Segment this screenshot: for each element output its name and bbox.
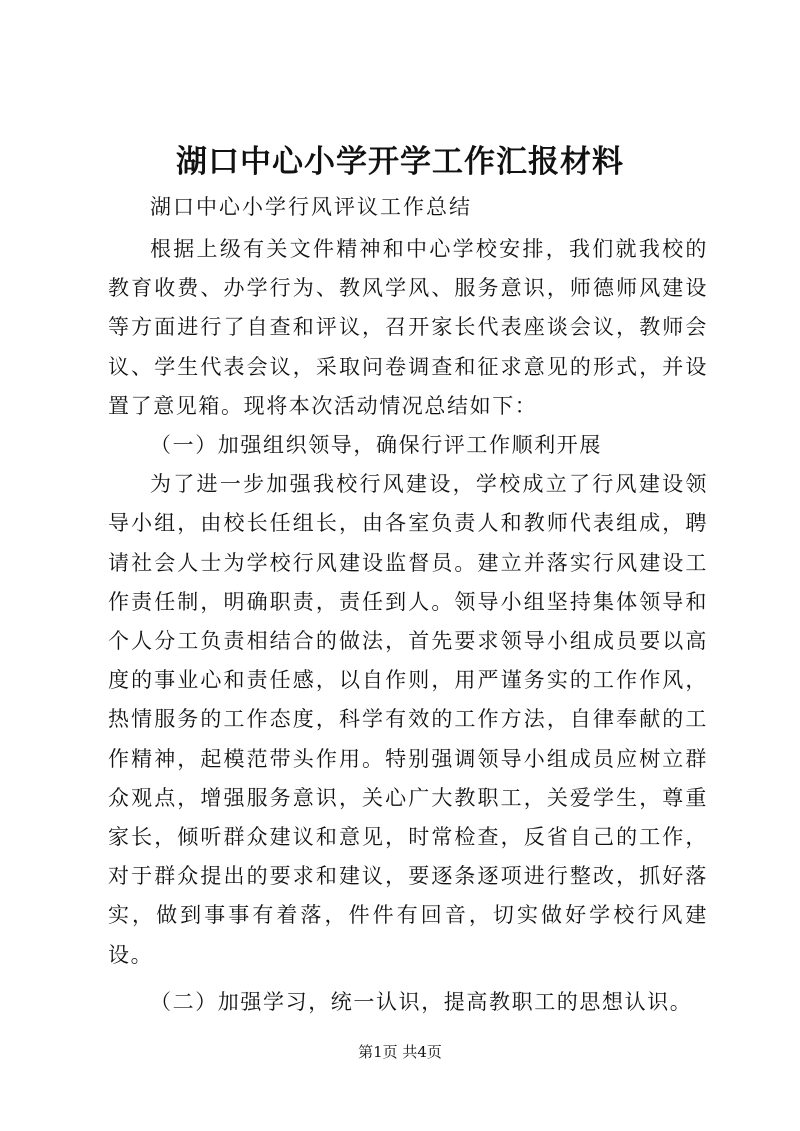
document-body — [108, 230, 708, 1022]
paragraph-section-1: 为了进一步加强我校行风建设，学校成立了行风建设领导小组，由校长任组长，由各室负责人和教师代表组成，聘请社会人士为学校行风建设监督员。建立并落实行风建设工作责任制，明确职责，责任到人。领导小组坚持集体领导和个人分工负责相结合的做法，首先要求领导小组成员要以高度的事业心和责任感，以自作则，用严谨务实的工作作风，热情服务的工作态度，科学有效的工作方法，自律奉献的工作精神，起模范带头作用。特别强调领导小组成员应树立群众观点，增强服务意识，关心广大教职工，关爱学生，尊重家长，倾听群众建议和意见，时常检查，反省自己的工作，对于群众提出的要求和建议，要逐条逐项进行整改，抓好落实，做到事事有着落，件件有回音，切实做好学校行风建设。 — [108, 472, 708, 967]
section-heading-1: （一）加强组织领导，确保行评工作顺利开展 — [150, 433, 602, 458]
section-heading-2: （二）加强学习，统一认识，提高教职工的思想认识。 — [150, 989, 693, 1014]
paragraph-intro: 根据上级有关文件精神和中心学校安排，我们就我校的教育收费、办学行为、教风学风、服务意识，师德师风建设等方面进行了自查和评议，召开家长代表座谈会议，教师会议、学生代表会议，采取问卷调查和征求意见的形式，并设置了意见箱。现将本次活动情况总结如下： — [108, 237, 708, 418]
document-subtitle: 湖口中心小学行风评议工作总结 — [150, 195, 472, 219]
document-title: 湖口中心小学开学工作汇报材料 — [176, 144, 624, 180]
page-number-footer: 第1页 共4页 — [358, 1043, 442, 1061]
